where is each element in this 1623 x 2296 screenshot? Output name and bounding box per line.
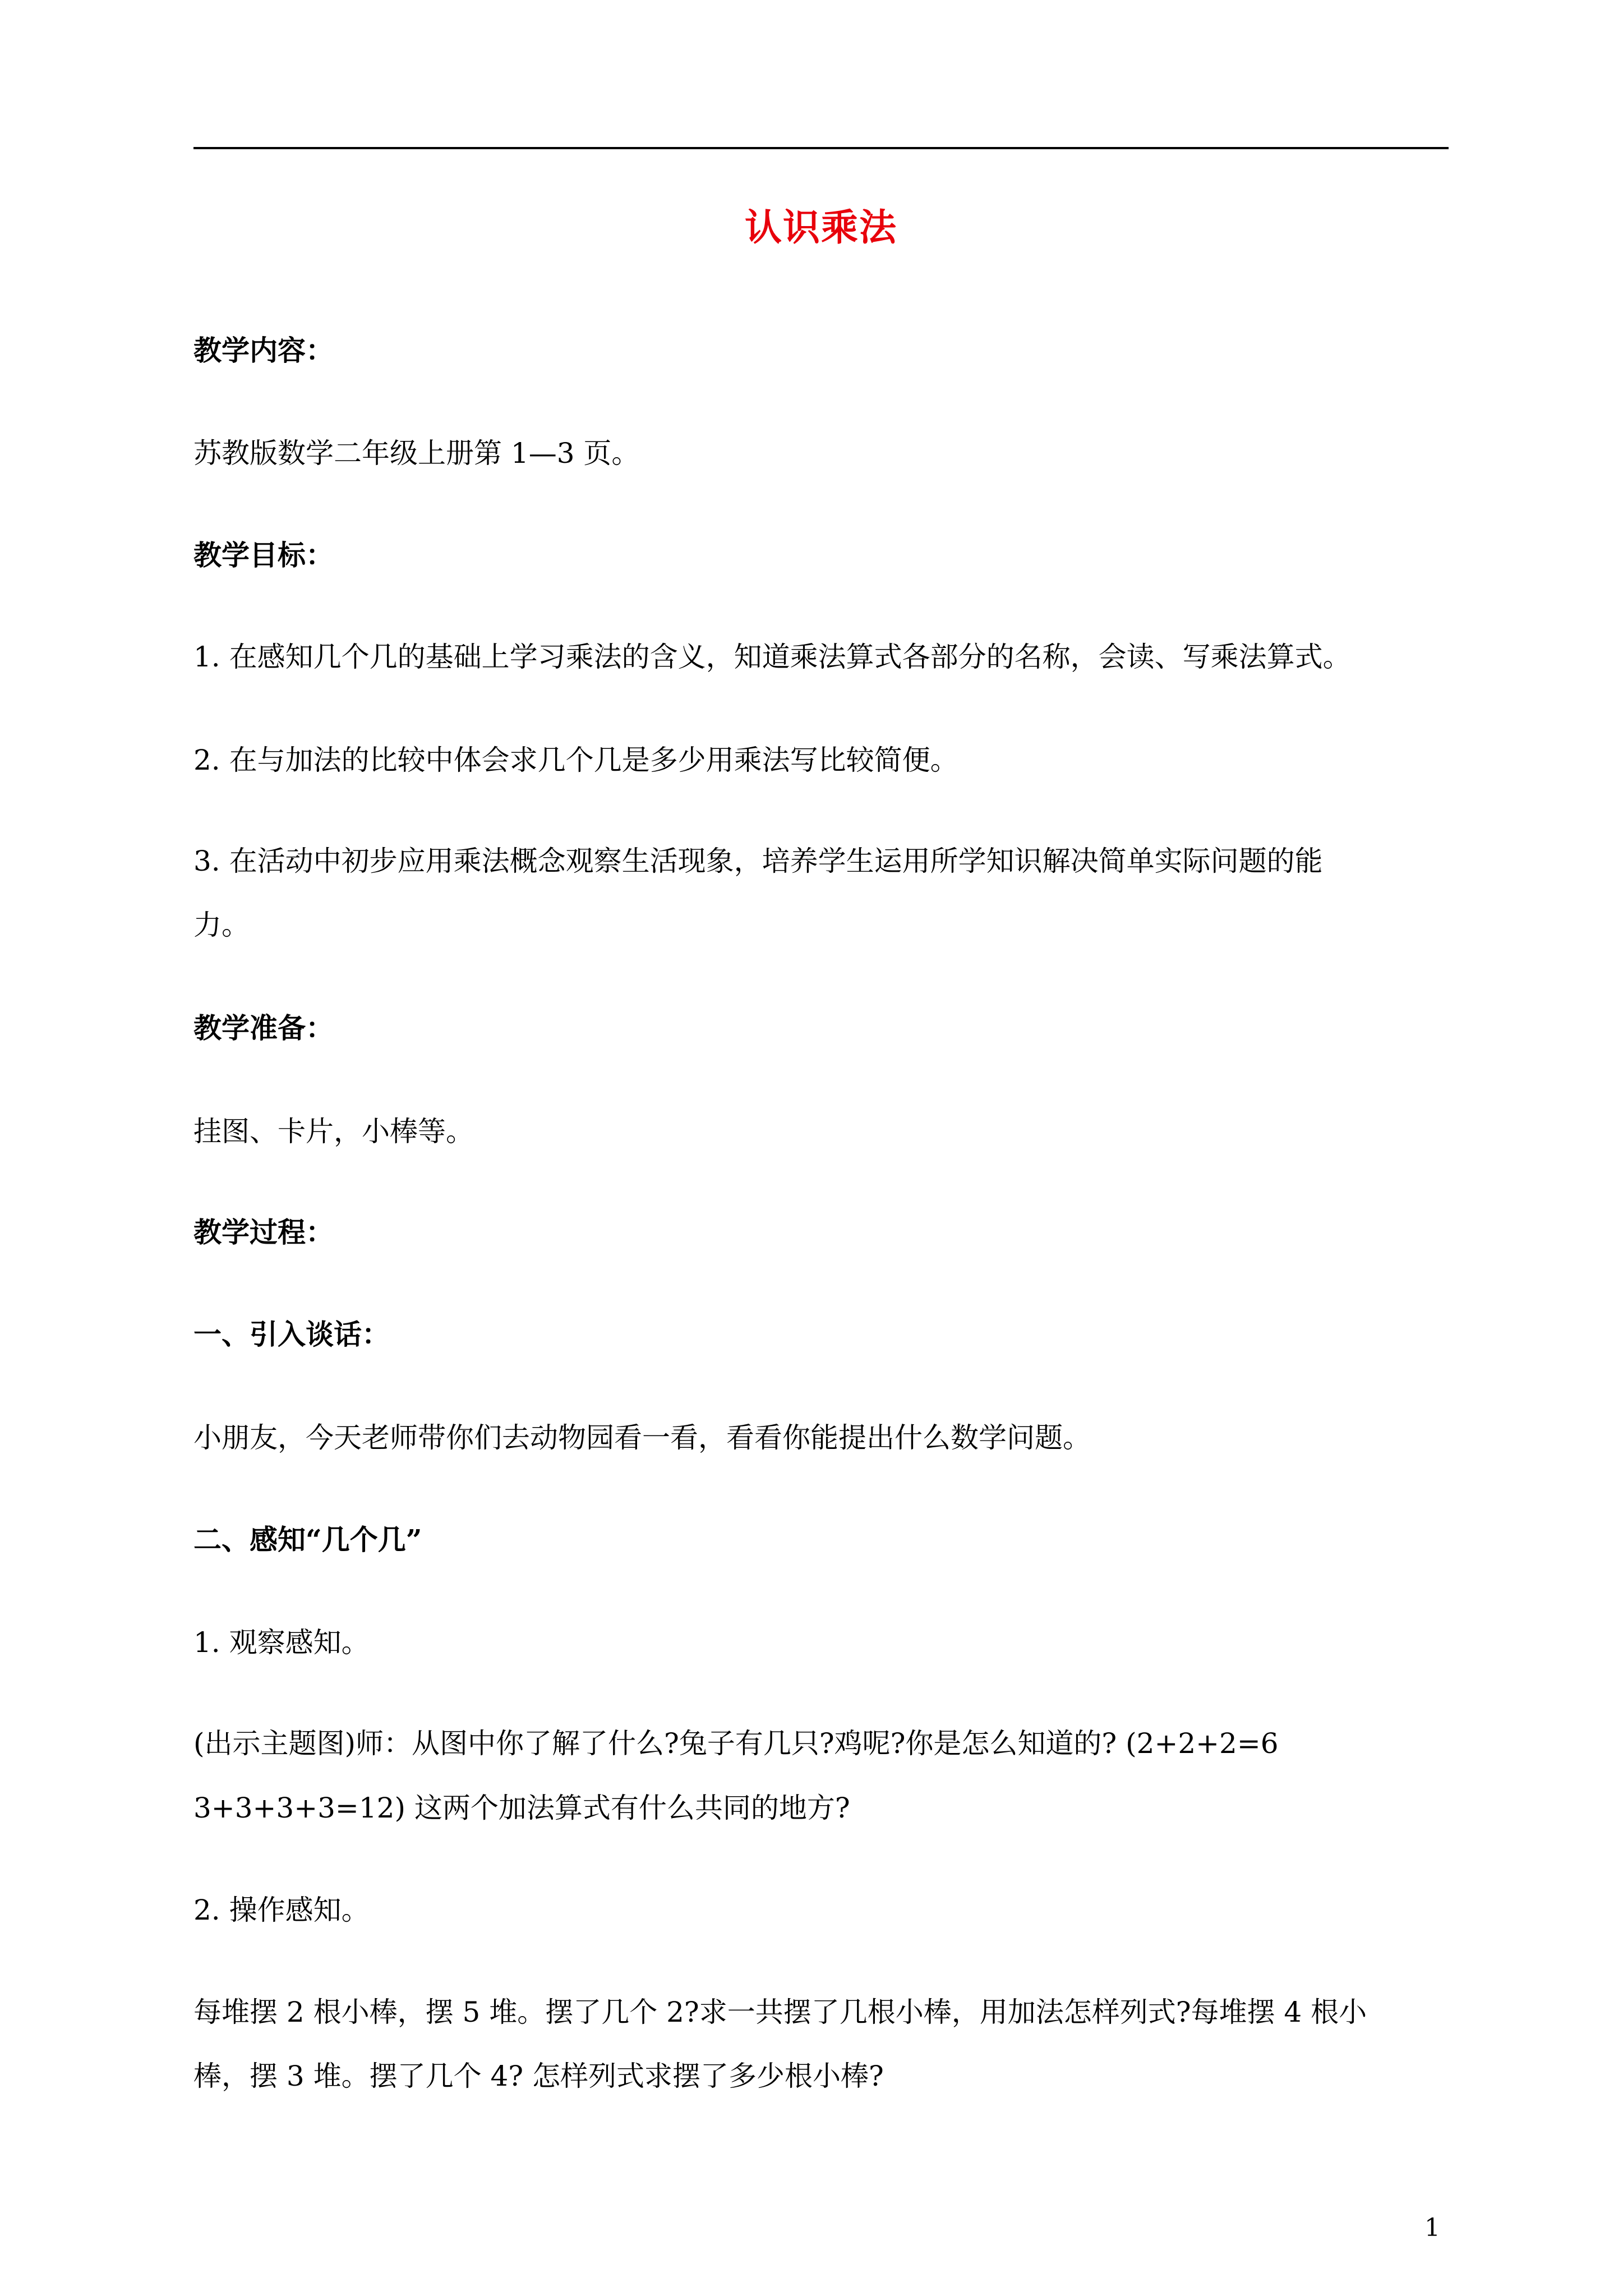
subsection-heading-intro: 一、引入谈话：: [193, 1318, 390, 1351]
paragraph-observe-continued: 3+3+3+3=12) 这两个加法算式有什么共同的地方?: [193, 1792, 850, 1824]
subsection-heading-perception: 二、感知“几个几”: [193, 1523, 422, 1556]
goal-item-3-continued: 力。: [193, 909, 250, 941]
section-heading-goals: 教学目标：: [193, 539, 334, 572]
paragraph-intro: 小朋友，今天老师带你们去动物园看一看，看看你能提出什么数学问题。: [193, 1421, 1091, 1454]
paragraph-operate-continued: 棒，摆 3 堆。摆了几个 4? 怎样列式求摆了多少根小棒?: [193, 2060, 884, 2092]
paragraph-content: 苏教版数学二年级上册第 1—3 页。: [193, 437, 640, 470]
step-operate: 2. 操作感知。: [193, 1894, 370, 1926]
paragraph-preparation: 挂图、卡片，小棒等。: [193, 1115, 474, 1148]
goal-item-2: 2. 在与加法的比较中体会求几个几是多少用乘法写比较简便。: [193, 744, 958, 776]
paragraph-operate: 每堆摆 2 根小棒，摆 5 堆。摆了几个 2?求一共摆了几根小棒，用加法怎样列式?每堆摆 4 根小: [193, 1996, 1367, 2028]
section-heading-content: 教学内容：: [193, 334, 334, 367]
step-observe: 1. 观察感知。: [193, 1626, 370, 1659]
document-title: 认识乘法: [745, 205, 897, 249]
section-heading-preparation: 教学准备：: [193, 1011, 334, 1045]
header-rule: [193, 147, 1449, 149]
goal-item-3: 3. 在活动中初步应用乘法概念观察生活现象，培养学生运用所学知识解决简单实际问题的能: [193, 845, 1323, 877]
paragraph-observe: (出示主题图)师：从图中你了解了什么?兔子有几只?鸡呢?你是怎么知道的? (2+2+2=6: [193, 1727, 1279, 1760]
section-heading-process: 教学过程：: [193, 1216, 334, 1249]
page-number: 1: [1424, 2214, 1440, 2242]
goal-item-1: 1. 在感知几个几的基础上学习乘法的含义，知道乘法算式各部分的名称，会读、写乘法算式。: [193, 641, 1351, 673]
